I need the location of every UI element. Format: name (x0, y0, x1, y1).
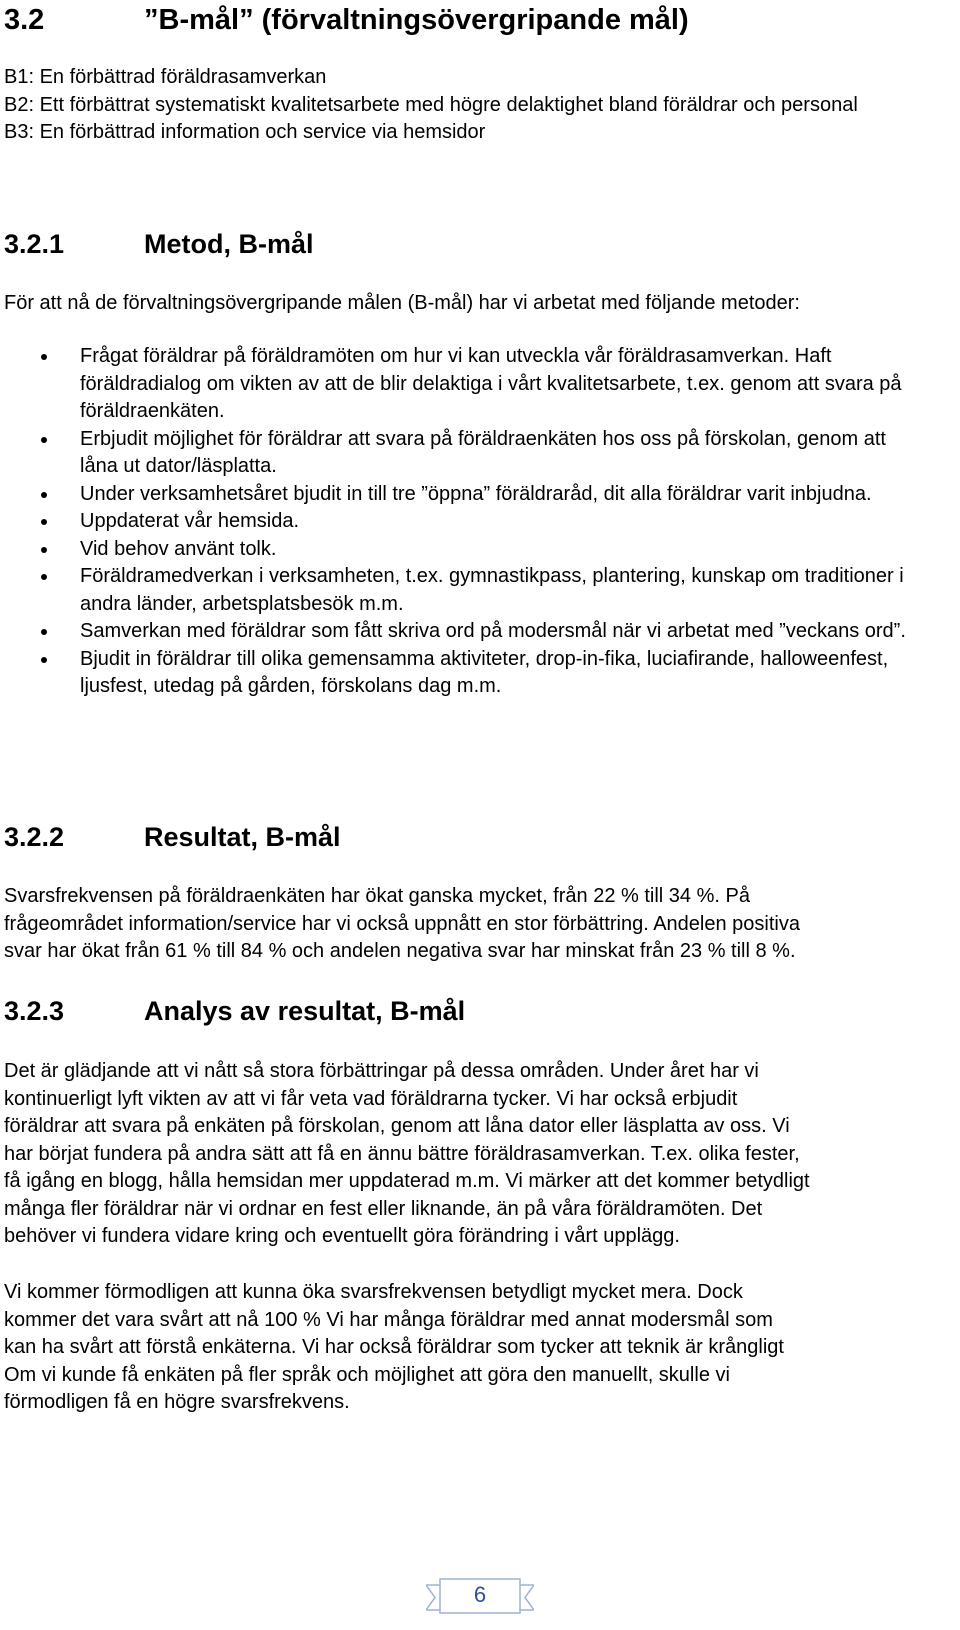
method-heading (4, 229, 314, 260)
bullet-icon (41, 574, 47, 580)
list-item: Frågat föräldrar på föräldramöten om hur vi kan utveckla vår föräldrasamverkan. Haft föräldradialog om vikten av att de blir delaktiga i vårt kvalitetsarbete, t.ex. genom att svara på föräldraenkäten. (2, 343, 922, 426)
page-number-badge (426, 1576, 534, 1616)
bullet-icon (41, 657, 47, 663)
result-title: Resultat, B-mål (144, 822, 341, 852)
bullet-icon (41, 519, 47, 525)
list-item: Vid behov använt tolk. (2, 536, 922, 564)
goal-b1: B1: En förbättrad föräldrasamverkan (4, 66, 327, 88)
analysis-paragraph-2: Vi kommer förmodligen att kunna öka svarsfrekvensen betydligt mycket mera. Dock kommer det vara svårt att nå 100 % Vi har många föräldrar med annat modersmål som kan ha svårt att förstå enkäterna. Vi har också föräldrar som tycker att teknik är krångligt Om vi kunde få enkäten på fler språk och möjlighet att göra den manuellt, skulle vi förmodligen få en högre svarsfrekvens. (4, 1281, 784, 1413)
list-item: Samverkan med föräldrar som fått skriva ord på modersmål när vi arbetat med ”veckans ord”. (2, 618, 922, 646)
list-item: Föräldramedverkan i verksamheten, t.ex. gymnastikpass, plantering, kunskap om traditioner i andra länder, arbetsplatsbesök m.m. (2, 563, 922, 618)
goal-b2: B2: Ett förbättrat systematiskt kvalitetsarbete med högre delaktighet bland föräldrar och personal (4, 93, 858, 116)
method-title: Metod, B-mål (144, 229, 314, 259)
goals-list (4, 64, 858, 147)
bullet-icon (41, 629, 47, 635)
result-heading (4, 822, 341, 853)
section-title: ”B-mål” (förvaltningsövergripande mål) (144, 4, 689, 36)
analysis-heading (4, 996, 465, 1027)
method-list (2, 343, 922, 701)
section-number: 3.2 (4, 4, 45, 36)
method-intro: För att nå de förvaltningsövergripande målen (B-mål) har vi arbetat med följande metoder: (4, 292, 800, 314)
page-number: 6 (473, 1582, 487, 1607)
list-item: Under verksamhetsåret bjudit in till tre ”öppna” föräldraråd, dit alla föräldrar varit inbjudna. (2, 481, 922, 509)
analysis-paragraph-1: Det är glädjande att vi nått så stora förbättringar på dessa områden. Under året har vi kontinuerligt lyft vikten av att vi får veta vad föräldrarna tycker. Vi har också erbjudit föräldrar att svara på enkäten på förskolan, genom att låna dator eller läsplatta av oss. Vi har börjat fundera på andra sätt att få en ännu bättre föräldrasamverkan. T.ex. olika fester, få igång en blogg, hålla hemsidan mer uppdaterad m.m. Vi märker att det kommer betydligt många fler föräldrar när vi ordnar en fest eller liknande, än på våra föräldramöten. Det behöver vi fundera vidare kring och eventuellt göra förändring i vårt upplägg. (4, 1060, 810, 1247)
method-number: 3.2.1 (4, 229, 65, 259)
bullet-icon (41, 354, 47, 360)
document-page (2, 0, 958, 1630)
analysis-title: Analys av resultat, B-mål (144, 996, 466, 1026)
result-paragraph: Svarsfrekvensen på föräldraenkäten har ökat ganska mycket, från 22 % till 34 %. På frågeområdet information/service har vi också uppnått en stor förbättring. Andelen positiva svar har ökat från 61 % till 84 % och andelen negativa svar har minskat från 23 % till 8 %. (4, 885, 800, 962)
list-item: Uppdaterat vår hemsida. (2, 508, 922, 536)
list-item: Bjudit in föräldrar till olika gemensamma aktiviteter, drop-in-fika, luciafirande, halloweenfest, ljusfest, utedag på gården, förskolans dag m.m. (2, 646, 922, 701)
goal-b3: B3: En förbättrad information och service via hemsidor (4, 121, 486, 143)
bullet-icon (41, 492, 47, 498)
list-item: Erbjudit möjlighet för föräldrar att svara på föräldraenkäten hos oss på förskolan, genom att låna ut dator/läsplatta. (2, 426, 922, 481)
analysis-number: 3.2.3 (4, 996, 65, 1026)
result-number: 3.2.2 (4, 822, 65, 852)
section-heading (4, 4, 689, 37)
bullet-icon (41, 547, 47, 553)
bullet-icon (41, 437, 47, 443)
